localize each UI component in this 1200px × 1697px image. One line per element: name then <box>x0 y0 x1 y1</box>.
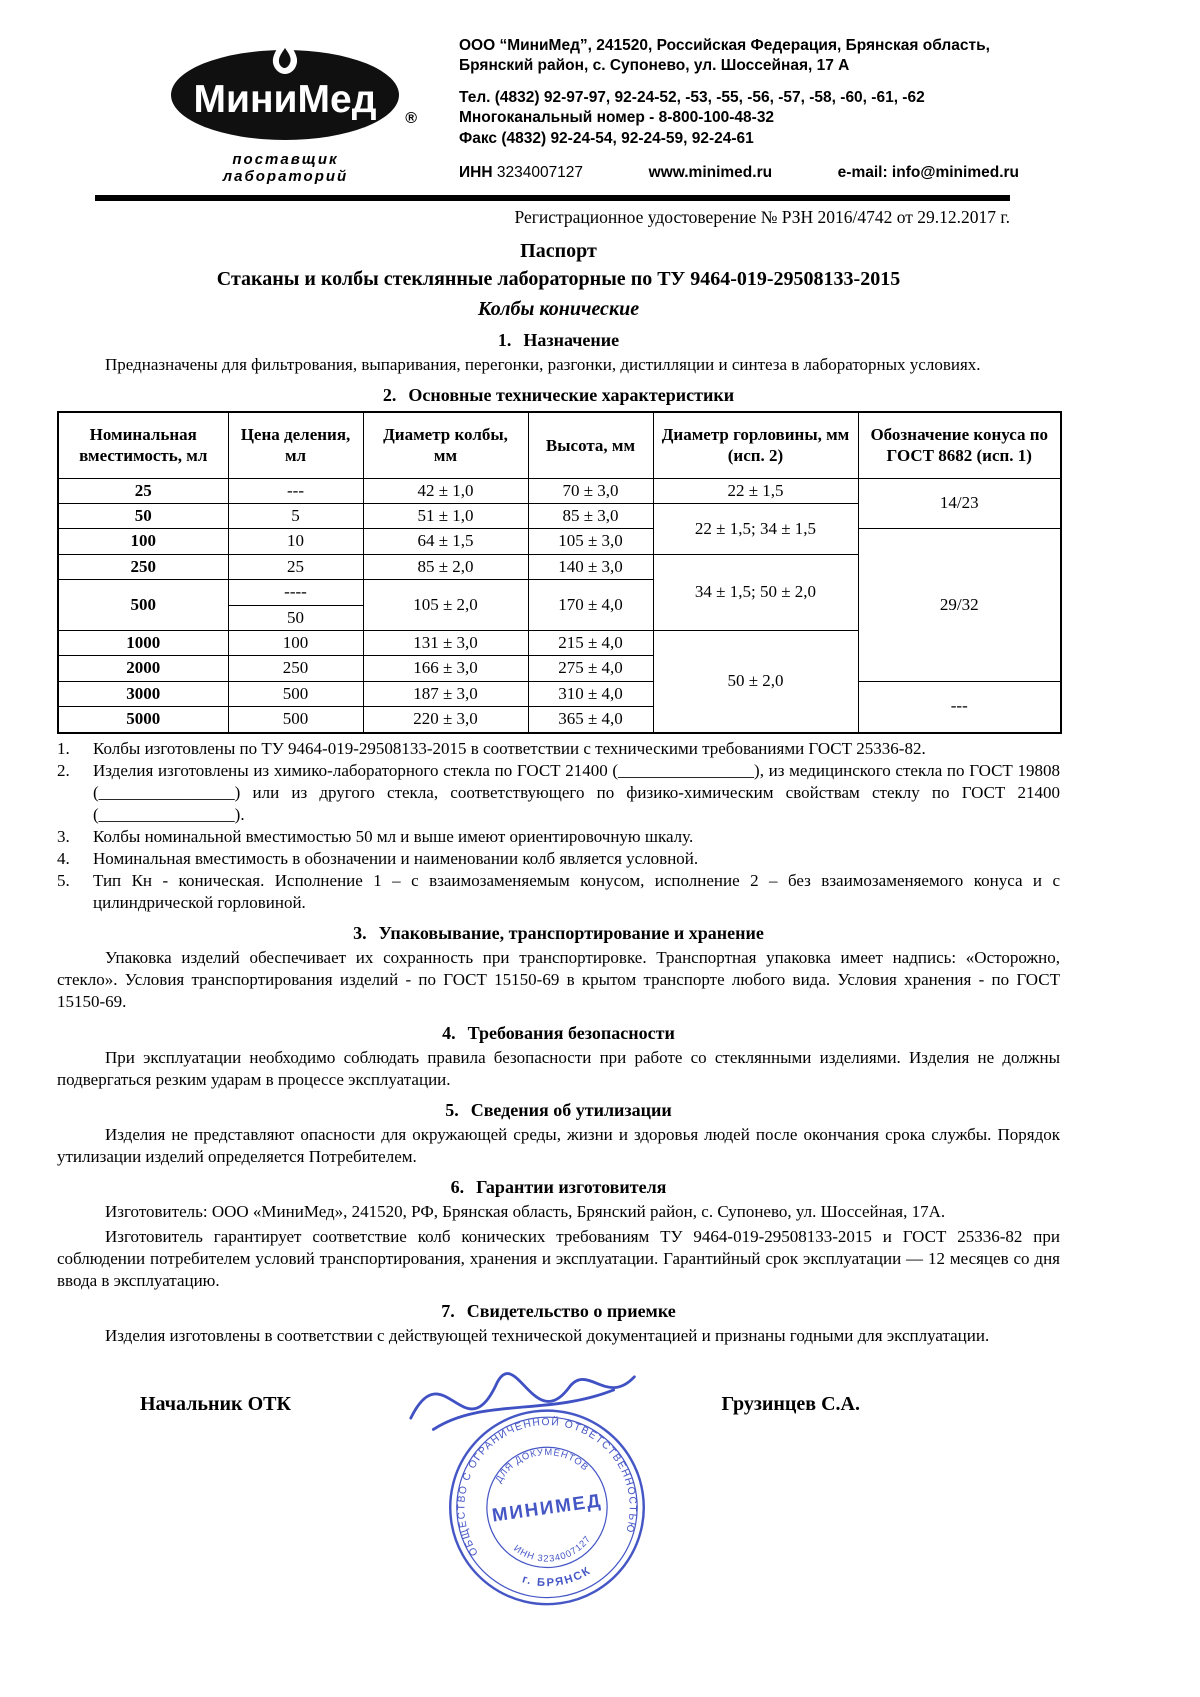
section-7-body: Изделия изготовлены в соответствии с действующей технической документацией и признаны годными для эксплуатации. <box>105 1326 990 1346</box>
col-header-height: Высота, мм <box>528 412 653 478</box>
section-number: 1. <box>497 330 512 350</box>
table-cell: 50 <box>58 503 228 528</box>
section-6-heading <box>57 1177 1060 1198</box>
table-cell: 275 ± 4,0 <box>528 656 653 681</box>
table-cell: 70 ± 3,0 <box>528 478 653 503</box>
section-number: 2. <box>382 385 397 406</box>
note-text: Колбы изготовлены по ТУ 9464-019-29508133-2015 в соответствии с техническими требованиями ГОСТ 25336-82. <box>93 738 926 758</box>
phone-line: Тел. (4832) 92-97-97, 92-24-52, -53, -55, -56, -57, -58, -60, -61, -62 <box>459 89 925 107</box>
note-item <box>57 760 1060 826</box>
table-cell: 500 <box>228 707 363 733</box>
inn-group <box>459 163 583 183</box>
table-cell: 22 ± 1,5 <box>653 478 858 503</box>
section-2-heading <box>57 385 1060 406</box>
inn-label: ИНН <box>459 163 493 181</box>
letterhead <box>0 0 1200 185</box>
table-cell: 51 ± 1,0 <box>363 503 528 528</box>
note-number: 2. <box>57 760 70 780</box>
table-row <box>58 478 1061 503</box>
table-cell: 105 ± 3,0 <box>528 529 653 554</box>
note-text: Тип Кн - коническая. Исполнение 1 – с взаимозаменяемым конусом, исполнение 2 – без взаимозаменяемого конуса и с цилиндрической горловиной. <box>93 871 1060 913</box>
table-cell: 5 <box>228 503 363 528</box>
contact-block <box>459 36 1019 185</box>
note-item <box>57 826 1060 848</box>
section-5-heading <box>57 1100 1060 1121</box>
company-stamp <box>392 1338 702 1658</box>
table-cell: 5000 <box>58 707 228 733</box>
section-number: 3. <box>353 923 367 944</box>
section-3-body: Упаковка изделий обеспечивает их сохранность при транспортировке. Транспортная упаковка имеет надпись: «Осторожно, стекло». Условия транспортирования изделий - по ГОСТ 15150-69 в крытом транспорте любого вида. Условия хранения - по ГОСТ 15150-69. <box>57 948 1060 1012</box>
section-6-manufacturer: Изготовитель: ООО «МиниМед», 241520, РФ, Брянская область, Брянский район, с. Супонево, ул. Шоссейная, 17А. <box>105 1201 946 1221</box>
table-cell: 1000 <box>58 630 228 655</box>
note-item <box>57 870 1060 914</box>
table-cell: 64 ± 1,5 <box>363 529 528 554</box>
table-cell: 365 ± 4,0 <box>528 707 653 733</box>
section-title: Назначение <box>523 330 620 350</box>
doc-title: Паспорт <box>520 240 597 262</box>
multichannel-line: Многоканальный номер - 8-800-100-48-32 <box>459 109 775 127</box>
table-header-row <box>58 412 1061 478</box>
divider-rule <box>95 195 1010 201</box>
table-cell: 10 <box>228 529 363 554</box>
section-title: Свидетельство о приемке <box>466 1301 676 1322</box>
table-cell: 131 ± 3,0 <box>363 630 528 655</box>
company-tagline: поставщик лабораторий <box>222 151 349 185</box>
table-cell: 220 ± 3,0 <box>363 707 528 733</box>
section-3-heading <box>57 923 1060 944</box>
col-header-graduation: Цена деления, мл <box>228 412 363 478</box>
table-cell: 215 ± 4,0 <box>528 630 653 655</box>
table-cell: 50 <box>228 605 363 630</box>
note-text: Изделия изготовлены из химико-лабораторного стекла по ГОСТ 21400 (________________), из медицинского стекла по ГОСТ 19808 (________________) или из другого стекла, соответствующего по физико-химическим свойствам стеклу по ГОСТ 21400 (________________). <box>93 760 1060 824</box>
table-cell: 250 <box>228 656 363 681</box>
registration-line: Регистрационное удостоверение № РЗН 2016/4742 от 29.12.2017 г. <box>514 207 1010 227</box>
website-text: www.minimed.ru <box>648 163 773 181</box>
stamp-inn-text: ИНН 3234007127 <box>511 1532 593 1564</box>
table-cell: --- <box>228 478 363 503</box>
stamp-city-text: г. БРЯНСК <box>520 1564 594 1590</box>
registered-mark: ® <box>405 110 417 127</box>
table-cell: 100 <box>58 529 228 554</box>
section-title: Сведения об утилизации <box>470 1099 672 1120</box>
section-title: Упаковывание, транспортирование и хранение <box>378 923 764 944</box>
table-cell: 14/23 <box>858 478 1061 529</box>
note-number: 1. <box>57 738 70 758</box>
table-cell: ---- <box>228 580 363 605</box>
section-title: Требования безопасности <box>467 1022 675 1043</box>
inn-value: 3234007127 <box>496 163 584 181</box>
logo-oval <box>168 36 403 142</box>
note-text: Номинальная вместимость в обозначении и наименовании колб является условной. <box>93 848 699 868</box>
signatory-name: Грузинцев С.А. <box>721 1393 860 1416</box>
section-number: 5. <box>445 1099 459 1120</box>
table-cell: 25 <box>58 478 228 503</box>
table-cell: 250 <box>58 554 228 579</box>
section-6-warranty: Изготовитель гарантирует соответствие колб конических требованиям ТУ 9464-019-29508133-2015 и ГОСТ 25336-82 при соблюдении потребителем условий транспортирования, хранения и эксплуатации. Гарантийный срок эксплуатации — 12 месяцев со дня ввода в эксплуатацию. <box>57 1227 1060 1291</box>
fax-line: Факс (4832) 92-24-54, 92-24-59, 92-24-61 <box>459 129 754 147</box>
stamp-inner-top-text: ДЛЯ ДОКУМЕНТОВ <box>492 1445 592 1485</box>
col-header-capacity: Номинальная вместимость, мл <box>58 412 228 478</box>
note-number: 4. <box>57 848 70 868</box>
table-cell: 85 ± 2,0 <box>363 554 528 579</box>
table-cell: 42 ± 1,0 <box>363 478 528 503</box>
table-cell: 500 <box>58 580 228 631</box>
brand-text: МиниМед <box>193 78 377 121</box>
round-stamp <box>438 1398 657 1617</box>
section-number: 7. <box>441 1301 455 1322</box>
section-7-heading <box>57 1301 1060 1322</box>
spec-table <box>57 411 1062 733</box>
signatory-title: Начальник ОТК <box>140 1393 291 1416</box>
table-cell: 22 ± 1,5; 34 ± 1,5 <box>653 503 858 554</box>
table-cell: 3000 <box>58 681 228 706</box>
note-item <box>57 738 1060 760</box>
note-item <box>57 848 1060 870</box>
flame-icon <box>273 37 297 74</box>
stamp-center-text: МИНИМЕД <box>490 1489 604 1526</box>
table-cell: 310 ± 4,0 <box>528 681 653 706</box>
stamp-outer-text: ОБЩЕСТВО С ОГРАНИЧЕННОЙ ОТВЕТСТВЕННОСТЬЮ <box>456 1417 638 1558</box>
section-1-heading <box>57 330 1060 351</box>
section-5-body: Изделия не представляют опасности для окружающей среды, жизни и здоровья людей после окончания срока службы. Порядок утилизации изделий определяется Потребителем. <box>57 1124 1060 1166</box>
document-body <box>0 240 1200 1416</box>
section-title: Гарантии изготовителя <box>476 1176 667 1197</box>
table-cell: 50 ± 2,0 <box>653 630 858 732</box>
table-cell: 100 <box>228 630 363 655</box>
table-cell: 34 ± 1,5; 50 ± 2,0 <box>653 554 858 630</box>
section-number: 6. <box>450 1176 465 1197</box>
inn-row <box>459 163 1019 183</box>
table-cell: 25 <box>228 554 363 579</box>
section-4-heading <box>57 1023 1060 1044</box>
table-cell: 29/32 <box>858 529 1061 681</box>
table-cell: 166 ± 3,0 <box>363 656 528 681</box>
table-cell: 170 ± 4,0 <box>528 580 653 631</box>
table-cell: 2000 <box>58 656 228 681</box>
section-1-body: Предназначены для фильтрования, выпаривания, перегонки, разгонки, дистилляции и синтеза в лабораторных условиях. <box>105 355 981 374</box>
table-row <box>58 529 1061 554</box>
col-header-neck: Диаметр горловины, мм (исп. 2) <box>653 412 858 478</box>
col-header-cone: Обозначение конуса по ГОСТ 8682 (исп. 1) <box>858 412 1061 478</box>
doc-subtitle: Стаканы и колбы стеклянные лабораторные по ТУ 9464-019-29508133-2015 <box>216 268 901 290</box>
table-cell: 85 ± 3,0 <box>528 503 653 528</box>
col-header-diameter: Диаметр колбы, мм <box>363 412 528 478</box>
section-number: 4. <box>442 1022 456 1043</box>
table-row <box>58 681 1061 706</box>
note-number: 5. <box>57 871 70 891</box>
notes-list <box>57 738 1060 915</box>
company-address: ООО “МиниМед”, 241520, Российская Федерация, Брянская область, Брянский район, с. Супонево, ул. Шоссейная, 17 А <box>459 37 990 75</box>
table-cell: --- <box>858 681 1061 732</box>
email-text: e-mail: info@minimed.ru <box>837 163 1019 181</box>
note-number: 3. <box>57 826 70 846</box>
section-4-body: При эксплуатации необходимо соблюдать правила безопасности при работе со стеклянными изделиями. Изделия не должны подвергаться резким ударам в процессе эксплуатации. <box>57 1047 1060 1089</box>
table-cell: 105 ± 2,0 <box>363 580 528 631</box>
company-logo <box>168 36 417 185</box>
note-text: Колбы номинальной вместимостью 50 мл и выше имеют ориентировочную шкалу. <box>93 826 694 846</box>
table-cell: 500 <box>228 681 363 706</box>
product-type-title: Колбы конические <box>477 298 640 320</box>
section-title: Основные технические характеристики <box>408 385 735 406</box>
table-cell: 187 ± 3,0 <box>363 681 528 706</box>
table-cell: 140 ± 3,0 <box>528 554 653 579</box>
